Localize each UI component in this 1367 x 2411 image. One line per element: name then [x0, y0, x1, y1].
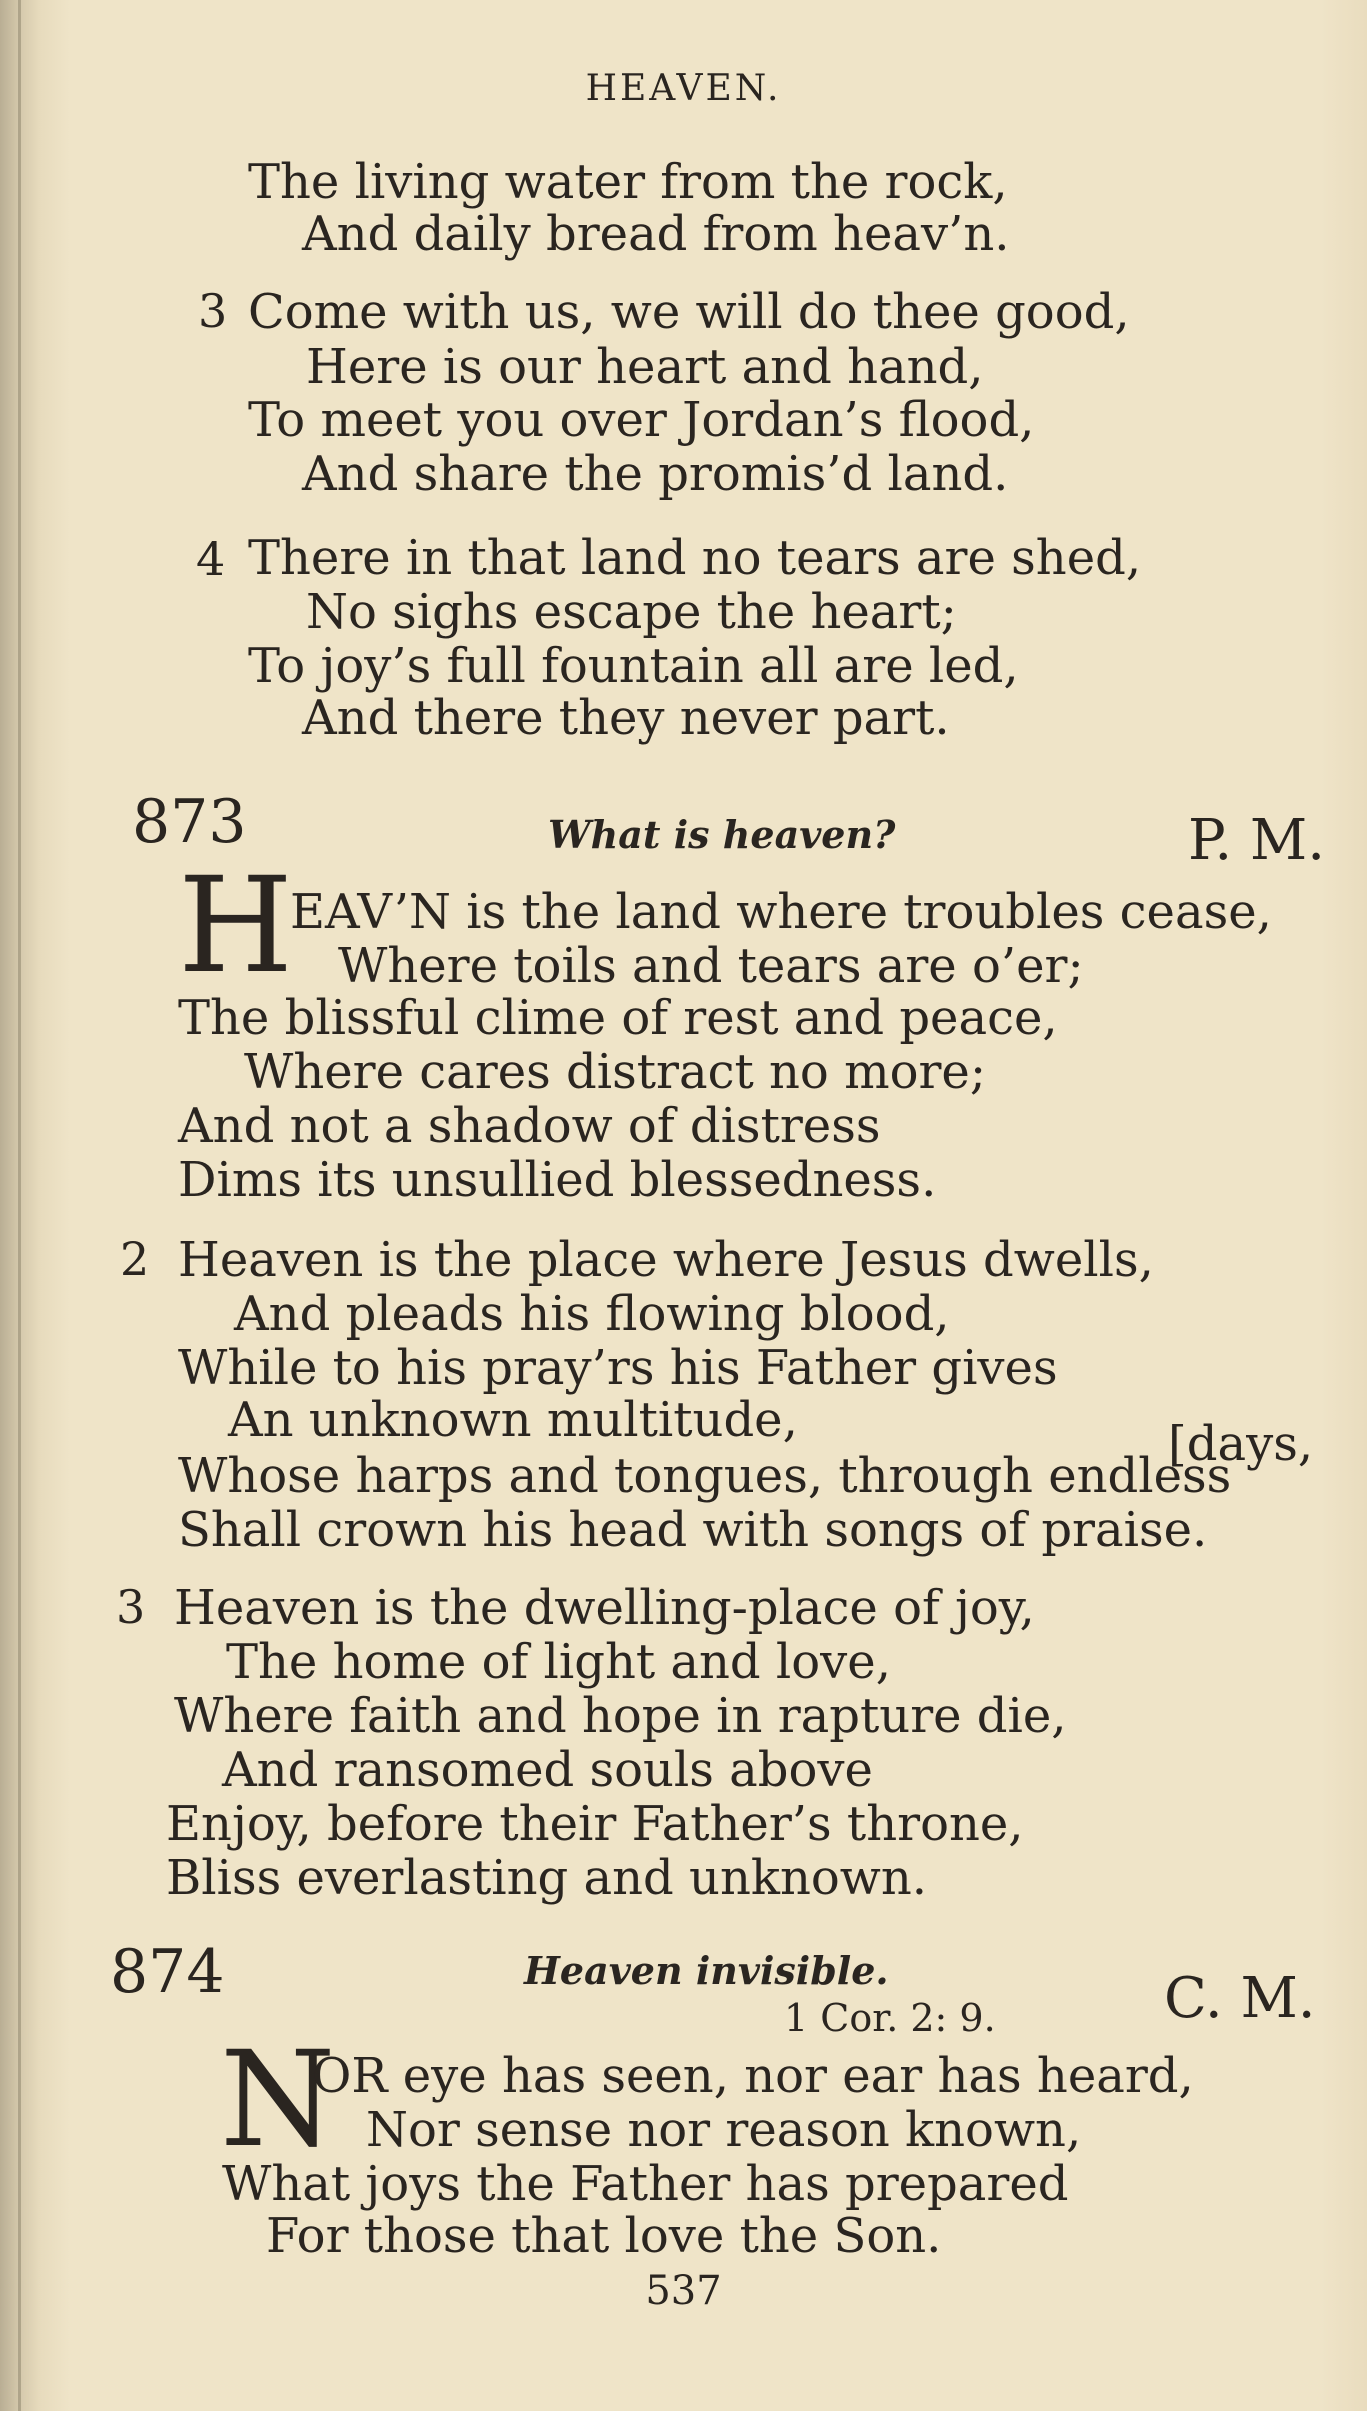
verse-line: Whose harps and tongues, through endless: [178, 1448, 1232, 1504]
verse-line: Nor sense nor reason known,: [366, 2102, 1082, 2158]
verse-line-overflow: [days,: [1168, 1416, 1314, 1472]
verse-line: And share the promis’d land.: [302, 446, 1009, 502]
verse-line: What joys the Father has prepared: [222, 2156, 1069, 2212]
stanza-number: 3: [198, 284, 228, 338]
verse-line: And there they never part.: [302, 690, 950, 746]
verse-line: The home of light and love,: [226, 1634, 891, 1690]
verse-line: Dims its unsullied blessedness.: [178, 1152, 937, 1208]
verse-line: And ransomed souls above: [222, 1742, 873, 1798]
verse-line: Enjoy, before their Father’s throne,: [166, 1796, 1024, 1852]
verse-line: And pleads his flowing blood,: [234, 1286, 950, 1342]
verse-line: For those that love the Son.: [266, 2208, 942, 2264]
scripture-reference: 1 Cor. 2: 9.: [784, 1996, 996, 2040]
verse-line: While to his pray’rs his Father gives: [178, 1340, 1058, 1396]
verse-line: And not a shadow of distress: [178, 1098, 881, 1154]
hymn-number: 873: [132, 787, 247, 857]
hymn-title: What is heaven?: [548, 812, 896, 857]
drop-cap: N: [220, 2023, 336, 2177]
verse-line: No sighs escape the heart;: [306, 584, 957, 640]
verse-line: Where faith and hope in rapture die,: [174, 1688, 1067, 1744]
verse-line: Shall crown his head with songs of praise.: [178, 1502, 1208, 1558]
verse-line: Heaven is the place where Jesus dwells,: [178, 1232, 1154, 1288]
verse-line: Where cares distract no more;: [244, 1044, 987, 1100]
stanza-number: 3: [116, 1580, 146, 1634]
verse-line: EAV’N is the land where troubles cease,: [290, 884, 1272, 940]
verse-line: Where toils and tears are o’er;: [338, 938, 1084, 994]
verse-line: Heaven is the dwelling-place of joy,: [174, 1580, 1035, 1636]
hymn-meter: P. M.: [1188, 808, 1326, 873]
running-header: HEAVEN.: [585, 68, 782, 109]
verse-line: Here is our heart and hand,: [306, 339, 984, 395]
verse-line: To meet you over Jordan’s flood,: [248, 392, 1035, 448]
drop-cap: H: [178, 849, 294, 1003]
verse-line: And daily bread from heav’n.: [302, 206, 1010, 262]
verse-line: Come with us, we will do thee good,: [248, 284, 1130, 340]
page-number: 537: [645, 2268, 722, 2314]
hymn-meter: C. M.: [1164, 1966, 1316, 2031]
stanza-number: 4: [196, 532, 226, 586]
stanza-number: 2: [120, 1232, 150, 1286]
hymn-title: Heaven invisible.: [524, 1948, 889, 1993]
verse-line: There in that land no tears are shed,: [248, 530, 1142, 586]
verse-line: The living water from the rock,: [248, 154, 1008, 210]
hymn-number: 874: [110, 1937, 225, 2007]
verse-line: An unknown multitude,: [228, 1392, 798, 1448]
verse-line: Bliss everlasting and unknown.: [166, 1850, 928, 1906]
verse-line: To joy’s full fountain all are led,: [248, 638, 1019, 694]
book-spine-edge: [18, 0, 21, 2411]
verse-line: OR eye has seen, nor ear has heard,: [312, 2048, 1194, 2104]
verse-line: The blissful clime of rest and peace,: [178, 990, 1058, 1046]
